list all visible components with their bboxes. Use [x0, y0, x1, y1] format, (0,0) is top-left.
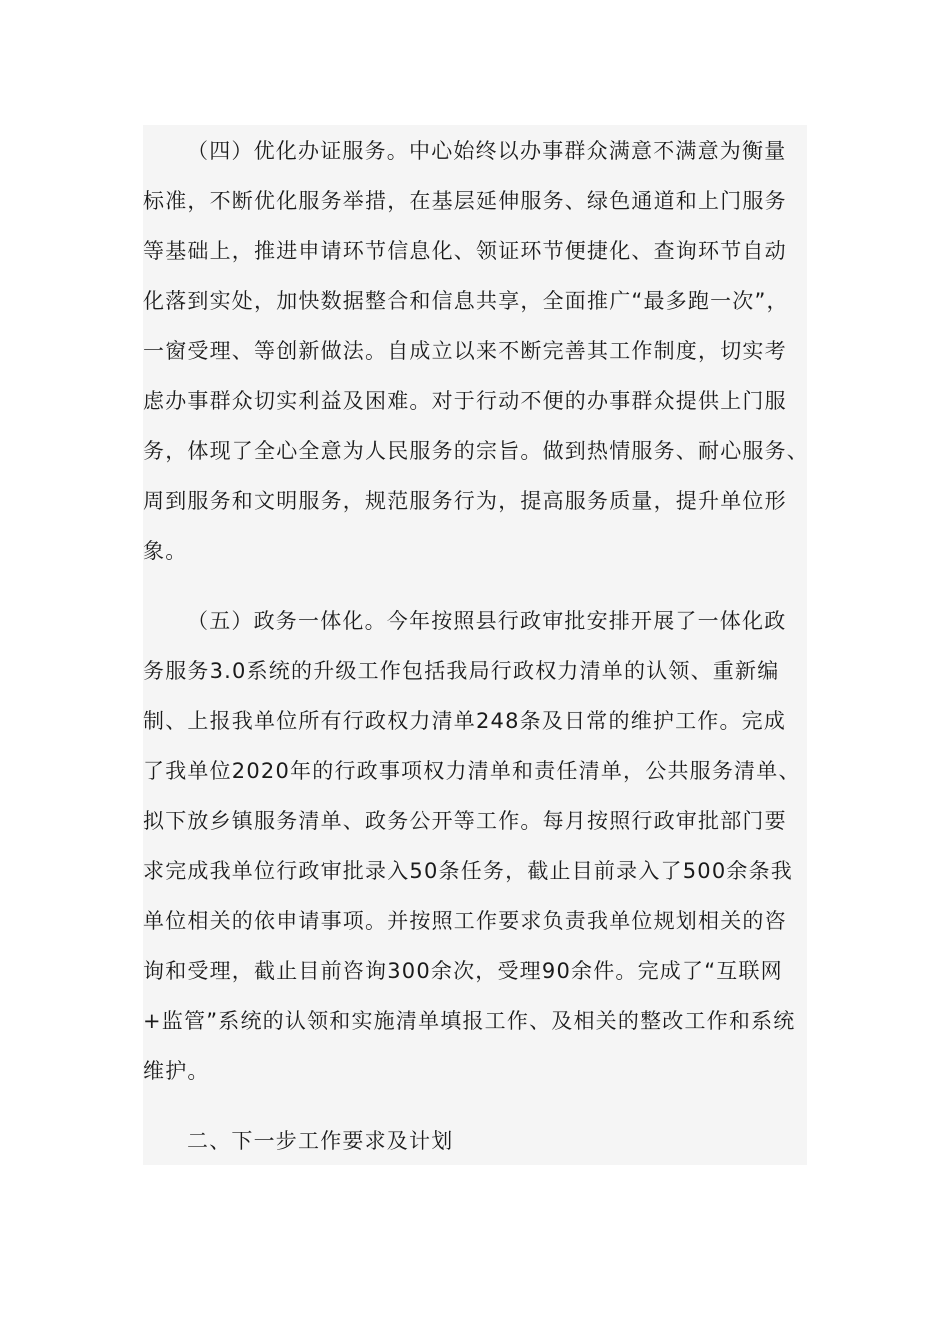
- paragraph-1-line-4: 化落到实处，加快数据整合和信息共享，全面推广“最多跑一次”，: [143, 289, 789, 313]
- paragraph-1-line-8: 周到服务和文明服务，规范服务行为，提高服务质量，提升单位形: [143, 489, 787, 513]
- paragraph-2-line-4: 了我单位2020年的行政事项权力清单和责任清单，公共服务清单、: [143, 759, 801, 783]
- paragraph-2-line-7: 单位相关的依申请事项。并按照工作要求负责我单位规划相关的咨: [143, 909, 787, 933]
- paragraph-1-line-7: 务，体现了全心全意为人民服务的宗旨。做到热情服务、耐心服务、: [143, 439, 809, 463]
- paragraph-2-line-10: 维护。: [143, 1059, 210, 1083]
- document-page: [143, 125, 807, 1165]
- paragraph-1-line-9: 象。: [143, 539, 188, 563]
- paragraph-2-line-3: 制、上报我单位所有行政权力清单248条及日常的维护工作。完成: [143, 709, 787, 733]
- paragraph-1-line-5: 一窗受理、等创新做法。自成立以来不断完善其工作制度，切实考: [143, 339, 787, 363]
- paragraph-1-line-3: 等基础上，推进申请环节信息化、领证环节便捷化、查询环节自动: [143, 239, 787, 263]
- section-heading: 二、下一步工作要求及计划: [187, 1129, 454, 1153]
- paragraph-2-line-1: （五）政务一体化。今年按照县行政审批安排开展了一体化政: [187, 609, 787, 633]
- paragraph-2-line-9: +监管”系统的认领和实施清单填报工作、及相关的整改工作和系统: [143, 1009, 796, 1033]
- paragraph-2-line-8: 询和受理，截止目前咨询300余次，受理90余件。完成了“互联网: [143, 959, 783, 983]
- paragraph-2-line-6: 求完成我单位行政审批录入50条任务，截止目前录入了500余条我: [143, 859, 794, 883]
- paragraph-2-line-5: 拟下放乡镇服务清单、政务公开等工作。每月按照行政审批部门要: [143, 809, 787, 833]
- paragraph-1-line-6: 虑办事群众切实利益及困难。对于行动不便的办事群众提供上门服: [143, 389, 787, 413]
- paragraph-1-line-2: 标准，不断优化服务举措，在基层延伸服务、绿色通道和上门服务: [143, 189, 787, 213]
- paragraph-2-line-2: 务服务3.0系统的升级工作包括我局行政权力清单的认领、重新编: [143, 659, 780, 683]
- paragraph-1-line-1: （四）优化办证服务。中心始终以办事群众满意不满意为衡量: [187, 139, 787, 163]
